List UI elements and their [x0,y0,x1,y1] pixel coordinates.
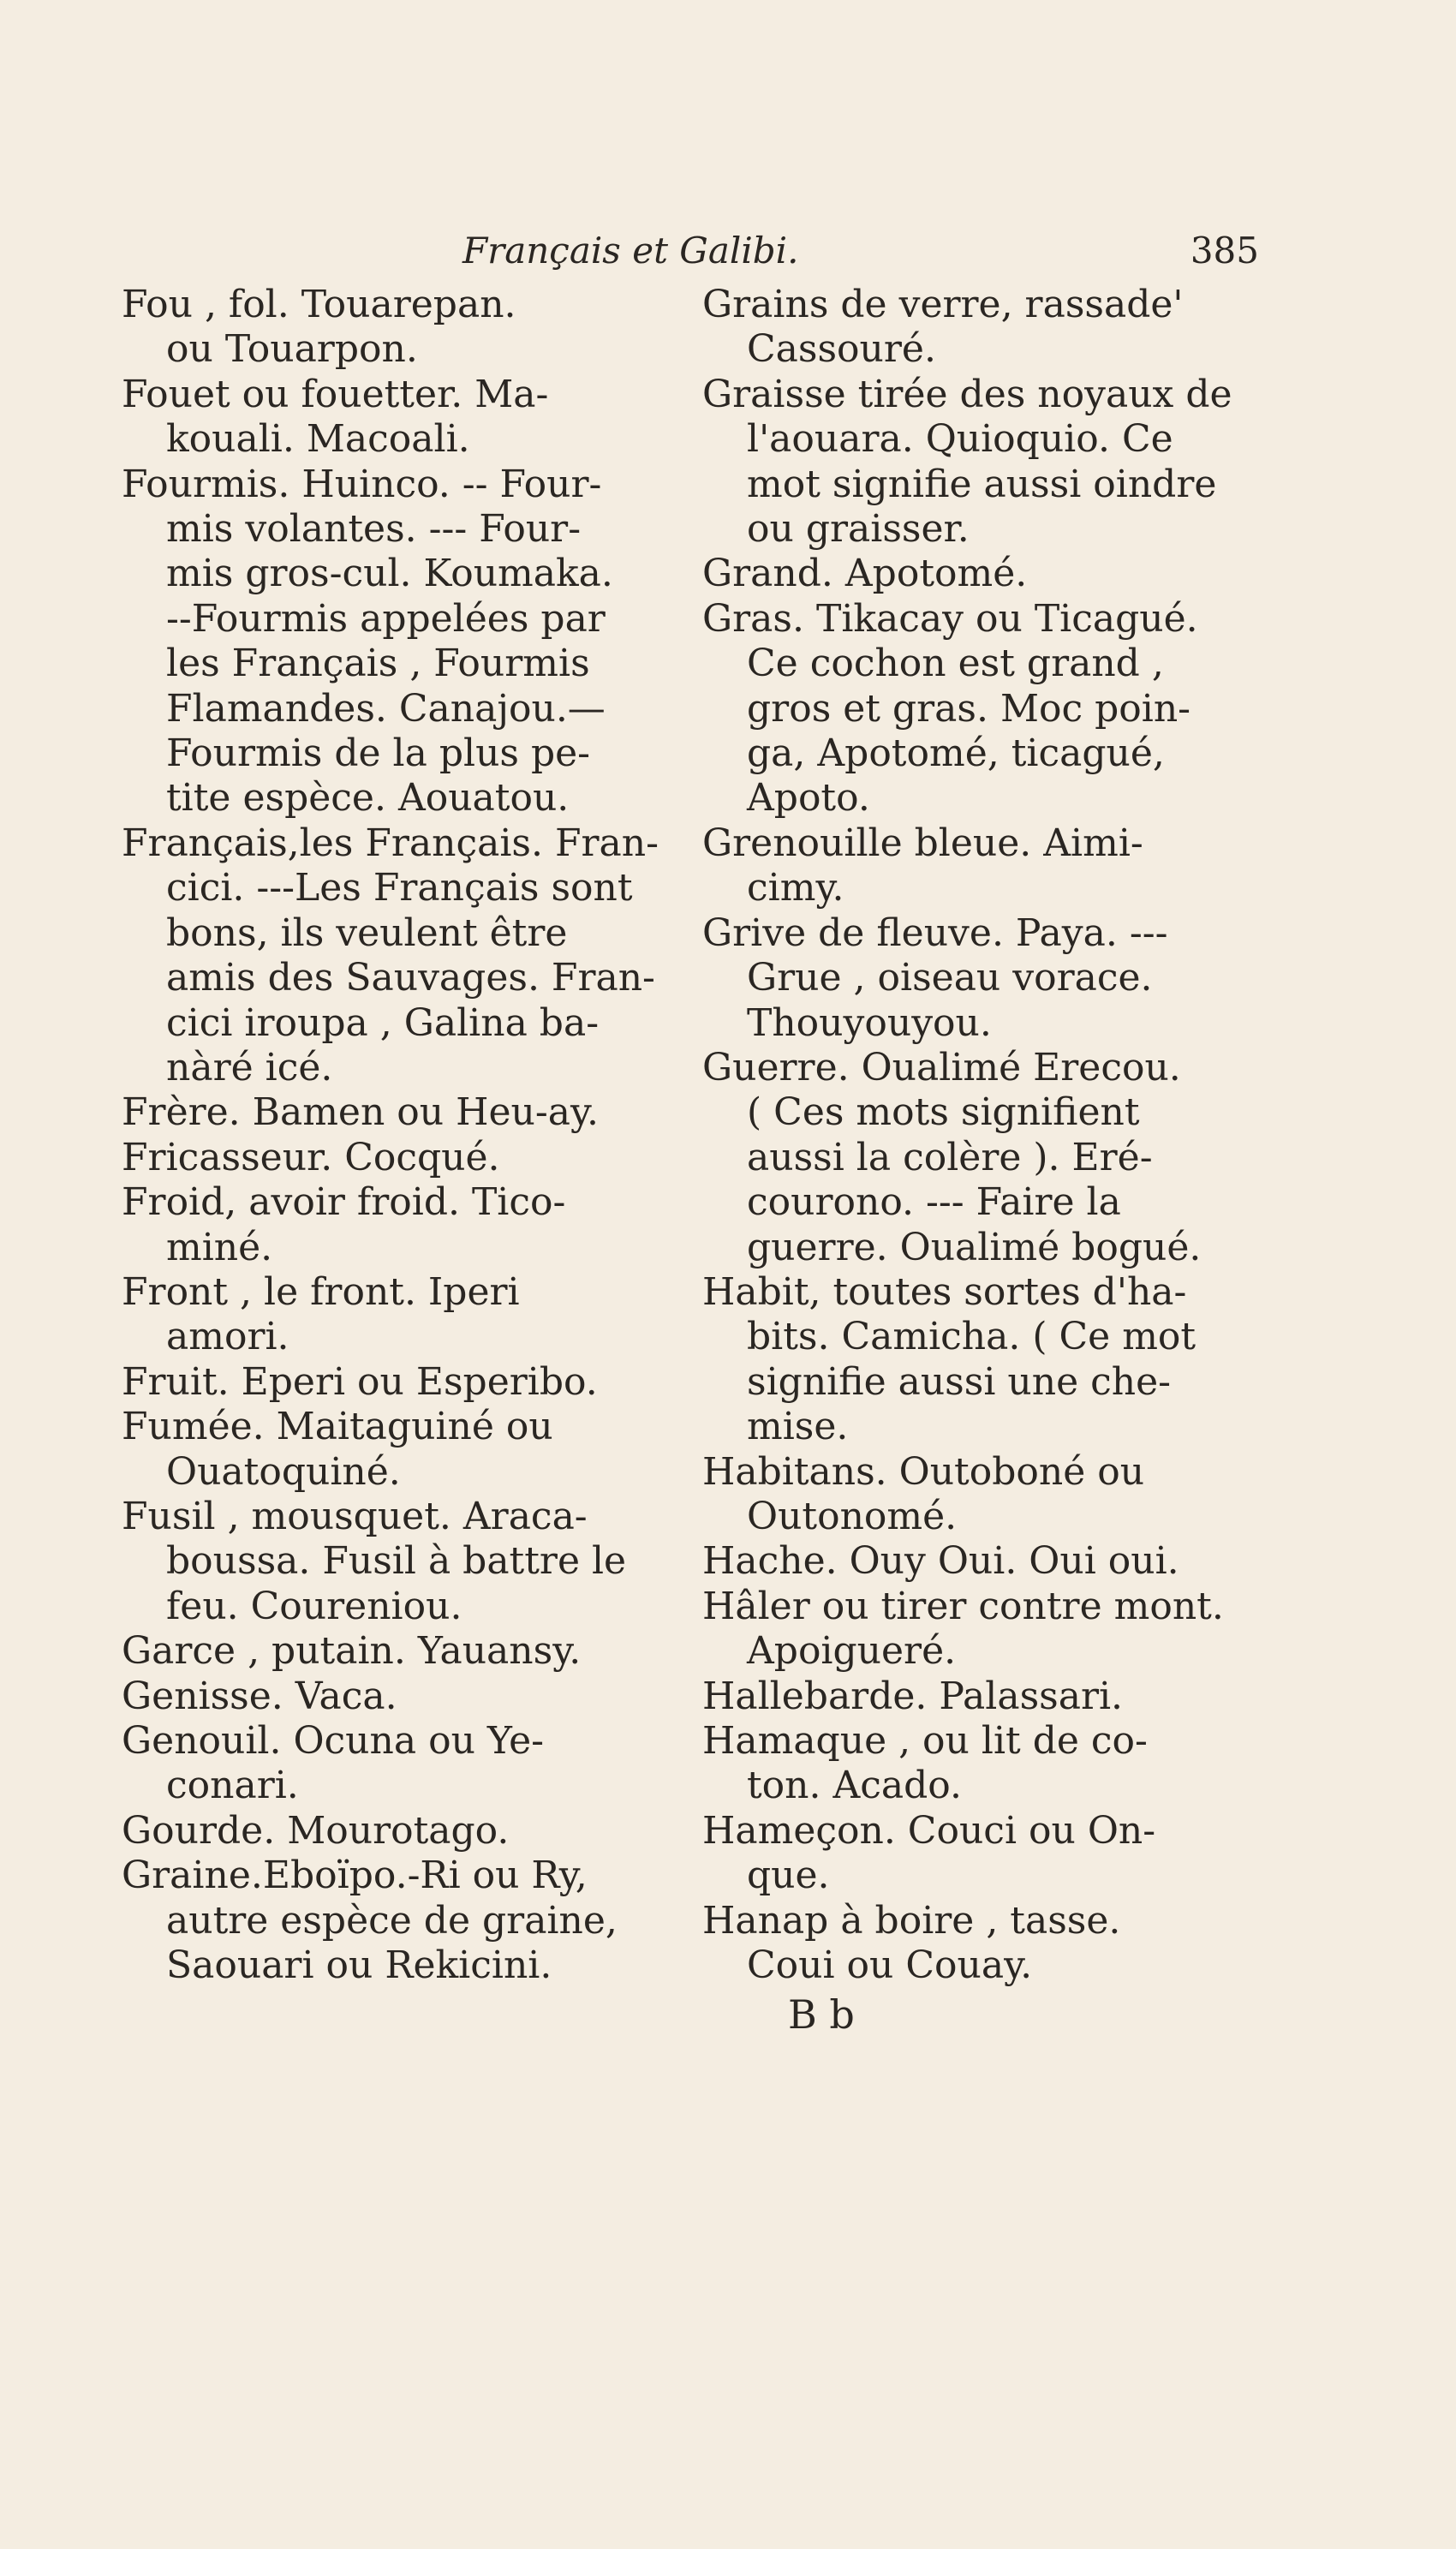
entry-line: Graine.Eboïpo.-Ri ou Ry, [122,1854,588,1898]
entry-line: Fou , fol. Touarepan. [122,283,516,326]
signature-mark: B b [788,1991,855,2038]
page-number: 385 [1190,230,1259,272]
entry-line: nàré icé. [166,1045,333,1089]
entry-line: miné. [166,1225,273,1269]
entry-line: tite espèce. Aouatou. [166,776,570,821]
header-title: Français et Galibi. [462,230,799,272]
entry-line: Fourmis de la plus pe- [166,731,591,776]
entry-line: Français,les Français. Fran- [122,821,659,865]
dictionary-entry [122,1854,651,1988]
dictionary-entry [702,1719,1268,1809]
entry-line: Hâler ou tirer contre mont. [702,1584,1224,1628]
entry-line: Froid, avoir froid. Tico- [122,1180,566,1225]
dictionary-entry [702,821,1268,911]
entry-line: Habit, toutes sortes d'ha- [702,1269,1187,1314]
entry-line: Apoigueré. [747,1629,957,1674]
entry-line: cici. ---Les Français sont [166,866,633,910]
entry-line: Grive de fleuve. Paya. --- [702,910,1168,955]
dictionary-entry [122,1809,651,1854]
dictionary-entry [702,373,1268,552]
entry-line: Hamaque , ou lit de co- [702,1719,1148,1763]
dictionary-entry [122,1136,651,1180]
entry-line: mise. [747,1405,849,1449]
entry-line: Flamandes. Canajou.— [166,686,606,731]
entry-line: Grue , oiseau vorace. [747,956,1153,1000]
entry-line: boussa. Fusil à battre le [166,1539,627,1584]
entry-line: Guerre. Oualimé Erecou. [702,1045,1181,1089]
right-column [702,283,1268,1988]
entry-line: ton. Acado. [747,1764,963,1808]
dictionary-entry [122,1360,651,1405]
entry-line: ( Ces mots signifient [747,1090,1140,1135]
entry-line: mot signifie aussi oindre [747,462,1217,506]
dictionary-entry [702,1046,1268,1270]
entry-line: bons, ils veulent être [166,910,568,955]
dictionary-entry [122,821,659,1090]
dictionary-entry [122,1180,651,1270]
entry-line: Apoto. [747,776,870,821]
dictionary-entry [702,911,1268,1046]
entry-line: Genisse. Vaca. [122,1674,397,1718]
entry-line: Grenouille bleue. Aimi- [702,821,1143,865]
dictionary-entry [702,1809,1268,1899]
entry-line: Gourde. Mourotago. [122,1808,510,1853]
entry-line: Grains de verre, rassade' [702,283,1184,326]
entry-line: courono. --- Faire la [747,1180,1121,1225]
entry-line: Fricasseur. Cocqué. [122,1135,500,1179]
entry-line: feu. Coureniou. [166,1584,462,1628]
entry-line: Habitans. Outoboné ou [702,1449,1145,1494]
entry-line: Cassouré. [747,327,936,372]
entry-line: guerre. Oualimé bogué. [747,1225,1202,1269]
entry-line: --Fourmis appelées par [166,596,606,641]
entry-line: cici iroupa , Galina ba- [166,1000,600,1045]
entry-line: Graisse tirée des noyaux de [702,372,1232,416]
entry-line: Genouil. Ocuna ou Ye- [122,1719,545,1763]
entry-line: ou graisser. [747,507,970,552]
entry-line: Fruit. Eperi ou Esperibo. [122,1359,598,1404]
dictionary-entry [122,283,651,373]
dictionary-entry [702,1450,1268,1540]
entry-line: Frère. Bamen ou Heu-ay. [122,1090,599,1135]
left-column [122,283,659,1988]
dictionary-entry [702,1270,1268,1450]
entry-line: Front , le front. Iperi [122,1269,520,1314]
dictionary-entry [122,1674,651,1719]
entry-line: kouali. Macoali. [166,417,470,462]
dictionary-entry [122,1270,651,1360]
dictionary-entry [702,283,1268,373]
entry-line: Fumée. Maitaguiné ou [122,1405,553,1449]
entry-line: Saouari ou Rekicini. [166,1943,552,1988]
dictionary-entry [122,373,651,463]
entry-line: aussi la colère ). Eré- [747,1135,1153,1179]
entry-line: Ouatoquiné. [166,1449,401,1494]
dictionary-entry [702,597,1268,821]
entry-line: Hanap à boire , tasse. [702,1898,1121,1943]
dictionary-entry [122,1090,651,1135]
dictionary-entry [122,1405,651,1495]
entry-line: les Français , Fourmis [166,642,590,686]
entry-line: cimy. [747,866,844,910]
entry-line: Fourmis. Huinco. -- Four- [122,462,602,506]
entry-line: Gras. Tikacay ou Ticagué. [702,596,1198,641]
entry-line: Outonomé. [747,1494,958,1538]
entry-line: Hache. Ouy Oui. Oui oui. [702,1539,1179,1584]
entry-line: bits. Camicha. ( Ce mot [747,1315,1196,1359]
entry-line: amis des Sauvages. Fran- [166,956,655,1000]
entry-line: ga, Apotomé, ticagué, [747,731,1165,776]
dictionary-entry [702,552,1268,596]
entry-line: gros et gras. Moc poin- [747,686,1191,731]
entry-line: Coui ou Couay. [747,1943,1033,1988]
dictionary-entry [122,1629,651,1674]
entry-line: mis volantes. --- Four- [166,507,582,552]
dictionary-entry [702,1585,1268,1674]
dictionary-entry [122,1719,651,1809]
entry-line: mis gros-cul. Koumaka. [166,552,613,596]
entry-line: autre espèce de graine, [166,1898,618,1943]
entry-line: Fusil , mousquet. Araca- [122,1494,588,1538]
entry-line: que. [747,1854,830,1898]
entry-line: signifie aussi une che- [747,1359,1171,1404]
entry-line: ou Touarpon. [166,327,418,372]
dictionary-entry [122,463,651,821]
dictionary-entry [702,1539,1268,1584]
entry-line: amori. [166,1315,289,1359]
entry-line: Ce cochon est grand , [747,642,1164,686]
dictionary-entry [702,1899,1268,1989]
entry-line: Fouet ou fouetter. Ma- [122,372,549,416]
dictionary-entry [122,1495,651,1629]
entry-line: Hallebarde. Palassari. [702,1674,1124,1718]
entry-line: conari. [166,1764,299,1808]
dictionary-entry [702,1674,1268,1719]
running-header [462,230,1259,284]
entry-line: Hameçon. Couci ou On- [702,1808,1156,1853]
entry-line: Thouyouyou. [747,1000,992,1045]
entry-line: Grand. Apotomé. [702,552,1028,596]
entry-line: l'aouara. Quioquio. Ce [747,417,1173,462]
entry-line: Garce , putain. Yauansy. [122,1629,582,1674]
